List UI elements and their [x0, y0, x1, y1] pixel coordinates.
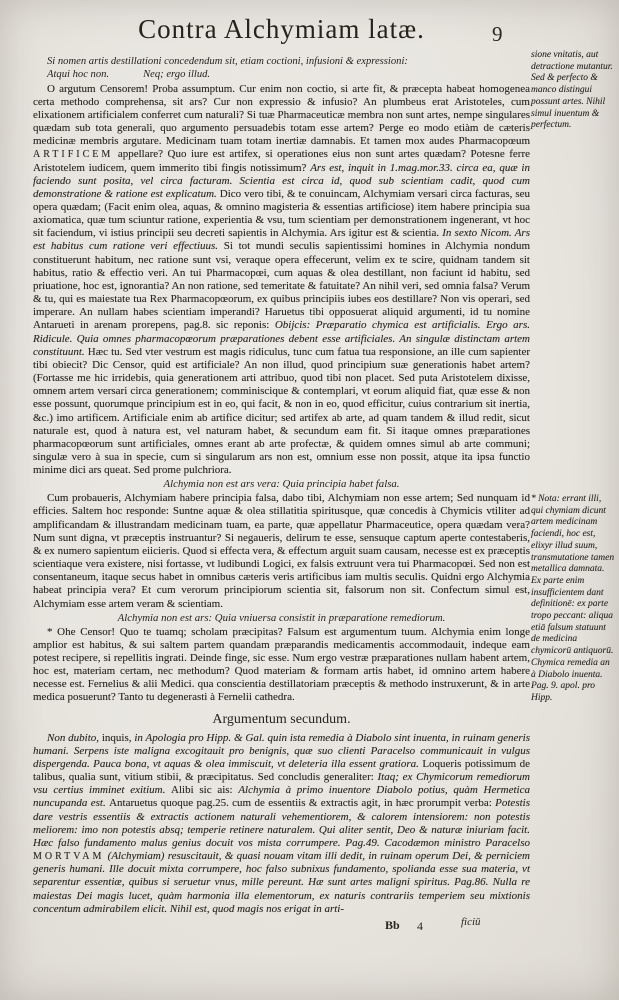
text-segment-italic: Alchymia à primo inuentore Diabolo potius, quàm Hermetica nuncupanda est.	[33, 784, 530, 810]
text-segment-roman: Alibi sic ais:	[171, 784, 239, 797]
epigraph-line-2-conclusion: Neq; ergo illud.	[143, 68, 211, 80]
text-segment-italic: Potestis dare vestris essentiis & extractis actionem naturali vehementiorem, & calorem intensiorem: non potestis meliorem: imo non potestis absq; temperie retinere naturalem. Qui aliter sentit, Deo & naturæ iniuriam facit. Hæc falso fundamento malus genius docuit vos mista corrumpere. Pag.49. Cacodæmon ministro Paracelso	[33, 797, 530, 849]
running-title: Contra Alchymiam latæ.	[138, 14, 425, 44]
text-segment-roman: O argutum Censorem! Proba assumptum. Cur enim non coctio, si arte fit, & præcepta habeat homogenea certa methodo comprehensa, sit ars? Cur non expressio & infusio? An plumbeus erat Aristoteles, cum elixationem artificialem conferret cum naturali? Si tuæ Pharmaceuticæ membra non sunt artes, nempe singulares quædam sub tota generali, quo argumento persuadebis totam esse artem? Perge eo modo etiàm de cæteris medicinæ membris argutare. Medicinam tuam totam inertiæ damnabis. Et tamen mox audes Pharmacopœum	[33, 82, 530, 148]
epigraph	[47, 56, 530, 82]
text-segment-spaced: MORTVAM	[33, 851, 105, 863]
page-number: 9	[492, 22, 503, 46]
text-segment-italic: Itaq; ex Chymicorum remediorum vsu certius imminet exitium.	[33, 771, 530, 797]
text-segment-italic: Ars est, inquit in 1.mag.mor.33. circa ea, quæ in faciendo sunt posita, vel circa facturam. Scientia est circa id, quod sub scientiam cadit, quod cum demonstratione & ratione est explicatum.	[33, 161, 530, 200]
text-segment-roman: Hæc tu. Sed vter vestrum est magis ridiculus, tunc cum fatua tua responsione, an ille cum sapienter tibi obiecit? Dic Censor, quid est artificiale? An non illud, quod principium suæ generationis habet artem? (Fortasse me hic irridebis, quia generationem arti attribuo, quod tibi non placet. Sed puta Aristotelem dixisse, omnem artem versari circa generationem; comminiscique & contemplari, vt eorum aliquid fiat, quæ esse & non esse possunt, quorumque principium est in eo, qui facit, & non in eo, quod efficitur, cuius contrarium sit inertia, &c.) imo artificem. Artificiale enim ab artifice dicitur; sed artifex ab arte, ad quam tandem & illud redit, sicut naturale est, quod à natura est, vel naturam habet, & secundum eam fit. Si itaque omnes præparationes pharmacopœorum sunt artificiales, omnes erant ab arte profectæ, & quidem omnes simul ab arte communi; singulæ vero à sua in specie, cum si singularum ars non est, omnium esse non possit, atque ita ipsa functio minime dici ars queat. Sed prome pulchriora.	[33, 345, 530, 477]
text-segment-roman: Si tot mundi seculis sapientissimi homines in Alchymia nondum constituerunt habitum, nec ratione sunt vsi, veraque opera effecerunt, velim ex te scire, quidnam tandem sit habitus, ratio & effectio veri. An tui Pharmacopœi, cum aquas & olea destillant, non faciunt id habitu, sed priuatione, hoc est, ignorantia? An non ratione, sed temeritate & fatuitate? An nihil veri, sed omnia falsa? Verum & tu, qui es maiestate tua Rex Pharmacopœorum, ex quibus principiis iubes eos destillare? Non vis operari, sed imperare. An nullam habes scientiam imperandi? Haruetus tibi opposuerat aliquid argumenti, id tu nomine Antarueti in arenam prorepens, pag.8. sic reponis:	[33, 240, 530, 332]
body-paragraph-3: * Ohe Censor! Quo te tuamq; scholam præcipitas? Falsum est argumentum tuum. Alchymia enim longe amplior est habitus, & sui saltem partem quandam præparandis medicamentis accommodauit, indeque eam potest recipere, si repellitis ingrati. Deinde finge, sic esse. Num ergo vestræ præparationes nullam habent artem, hoc est, materiam certam, nec methodum? Quod materiam & formam artis habet, id omnino artem habere necesse est. Fernelius & alii Medici. qua conscientia destillatoriam præceptis & methodo instruxerunt, & in arte medica posuerunt? Tanto tu degenerasti à Fernelii cathedra.	[33, 625, 530, 704]
text-segment-roman: Antaruetus quoque pag.25. cum de essentiis & extractis agit, in hæc prorumpit verba:	[109, 797, 496, 810]
signature-number: 4	[417, 918, 423, 933]
main-text-column	[33, 14, 530, 936]
text-segment-roman: Loqueris potissimum de talibus, qualia sunt, vitium stibii, & præcipitatus. Sed concludis generaliter:	[33, 757, 531, 784]
epigraph-line-1: Si nomen artis destillationi concedendum sit, etiam coctioni, infusioni & expressioni:	[47, 56, 408, 67]
epigraph-line-2-premise: Atqui hoc non.	[47, 68, 110, 80]
page-footer	[33, 915, 530, 936]
text-segment-italic: In sexto Nicom. Ars est habitus cum ratione veri effectiuus.	[33, 227, 530, 253]
text-segment-italic: in Apologia pro Hipp. & Gal. quin ista remedia à Diabolo sint inuenta, in ruinam generis humani. Serpens iste maligna excogitauit pro benignis, quæ suo clienti Paracelso communicauit in vulgus dispergenda. Pauca bona, vt aquas & olea immiscuit, vt deleteria illa essent gratiora.	[33, 731, 530, 770]
text-segment-roman: Dico vero tibi, & te conuincam, Alchymiam versari circa facturas, seu opera quædam; (Facit enim olea, aquas, & omnino magisteria & essentias artificiose) item habere principia sua axiomatica, quæ tum sciuntur ratione, experientia & vsu, tum scientiam per demonstrationem ingenerant, vt hoc sit faciendum, vi istius principii seu decreti sapientis in Alchymia. Ars igitur est & scientia.	[33, 187, 530, 240]
body-paragraph-2: Cum probaueris, Alchymiam habere principia falsa, dabo tibi, Alchymiam non esse artem; Sed nunquam id efficies. Saltem hoc responde: Suntne aquæ & olea stillatitia spiritusque, quæ concedis à Chymicis vtiliter ad amplificandam & illustrandam medicinam tuam, ea parte, quæ appellatur Pharmaceutice, opera quædam vera? Num sunt digna, vt præceptis instruantur? Si negaueris, delirum te esse, sensuque captum aperte contestaberis, & ex numero sapientum eiicieris. Quod si effecta vera, & effectum arguit suam causam, necesse est ex præceptis scientiaque vera existere, nisi fortasse, vt ludibundi Logici, ex falsis extruunt vera tui Pharmacopœi. Sed non est consentaneum, itaque secus habet in omnibus cæteris veris artificibus iam multis seculis. Quidni ergo Alchymia habeat principia vera? Et cum verorum principiorum scientia sit, falsorum non sit. Confectum simul est, Alchymiam esse artem veram & scientiam.	[33, 492, 530, 610]
section-heading-2: Alchymia non est ars: Quia vniuersa consistit in præparatione remediorum.	[117, 611, 446, 624]
text-segment-italic: (Alchymiam) resuscitauit, & quasi nouam vitam illi dedit, in ruinam operum Dei, & perniciem generis humani. Ille docuit mixta corrumpere, hoc falso subnixus fundamento, spolianda esse sua materia, vt separentur essentiæ, quibus si seruetur vnus, mille pereunt. Hæ sunt artes maligni spiritus. Pag.86. Nulla re maiestas Dei magis lucet, quàm harmonia illa elementorum, ex naturis contrariis temperiem seu mixtionis concentum admirabilem elicit. Nihil est, quod magis nos erigat in arti-	[33, 850, 530, 915]
text-segment-roman: appellare? Quo iure est artifex, si operationes eius non sunt artes quædam? Potesne ferre Aristotelem iudicem, quem immerito tibi fingis notissimum?	[33, 148, 530, 174]
section-heading-1: Alchymia non est ars vera: Quia principia habet falsa.	[163, 478, 400, 491]
page-header	[33, 14, 530, 54]
epigraph-line-2	[47, 69, 530, 82]
text-segment-roman: inquis,	[101, 731, 135, 744]
text-segment-spaced: ARTIFICEM	[33, 149, 114, 161]
signature-mark: Bb	[385, 917, 400, 932]
text-segment-italic: Non dubito,	[47, 731, 102, 744]
body-paragraph-1	[33, 83, 530, 478]
margin-note-2: * Nota: errant illi, qui chymiam dicunt artem medicinam faciendi, hoc est, elixyr illud suum, transmutatione tamen metallica damnata. Ex parte enim insufficientem dant definitionē: ex parte tropo peccant: aliqua etiā falsum statuunt de medicina chymicorū antiquorū. Chymica remedia an à Diabolo inuenta. Pag. 9. apol. pro Hipp.	[531, 494, 615, 703]
body-paragraph-4	[33, 732, 530, 916]
section-heading-argumentum-secundum: Argumentum secundum.	[212, 711, 351, 727]
margin-note-1: sione vnitatis, aut detractione mutantur. Sed & perfecto & manco distingui possunt artes. Nihil simul inuentum & perfectum.	[531, 50, 613, 131]
catchword: ficiū	[461, 915, 481, 928]
text-segment-italic: Obijcis: Præparatio chymica est artificialis. Ergo ars. Ridicule. Quia omnes pharmacopœorum præparationes debent esse artificiales. An singulæ distinctam artem constituunt.	[33, 319, 530, 358]
